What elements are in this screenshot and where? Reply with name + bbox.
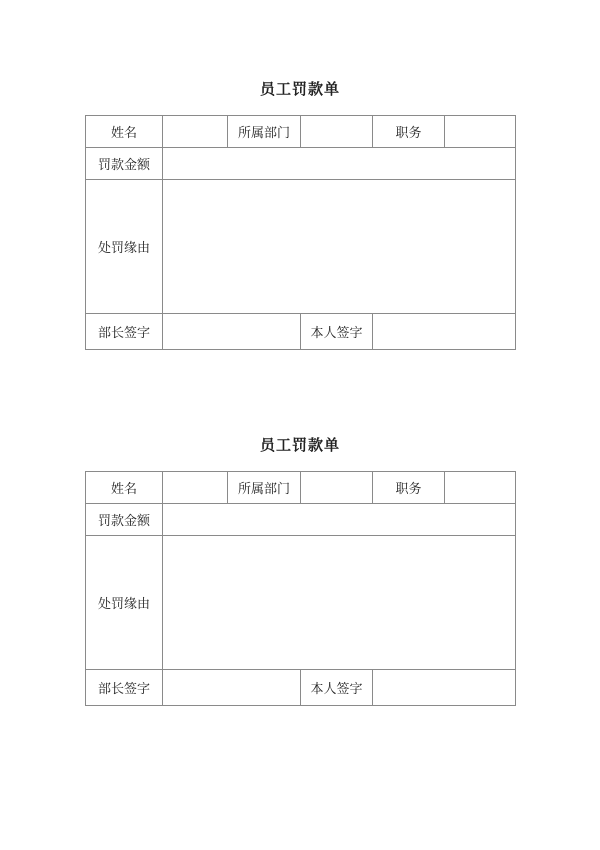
- name-label: 姓名: [86, 116, 163, 148]
- self-signature-field[interactable]: [373, 670, 516, 706]
- fine-form-table: [85, 115, 516, 350]
- department-field[interactable]: [301, 116, 373, 148]
- name-label: 姓名: [86, 472, 163, 504]
- signature-row: [86, 314, 516, 350]
- reason-field[interactable]: [163, 180, 516, 314]
- reason-row: [86, 536, 516, 670]
- department-label: 所属部门: [228, 116, 301, 148]
- self-signature-label: 本人签字: [301, 314, 373, 350]
- basic-info-row: [86, 116, 516, 148]
- manager-signature-field[interactable]: [163, 314, 301, 350]
- fine-amount-row: [86, 148, 516, 180]
- manager-signature-label: 部长签字: [86, 314, 163, 350]
- position-label: 职务: [373, 472, 445, 504]
- reason-label: 处罚缘由: [86, 536, 163, 670]
- fine-amount-label: 罚款金额: [86, 504, 163, 536]
- form-title: 员工罚款单: [259, 80, 340, 98]
- fine-amount-field[interactable]: [163, 504, 516, 536]
- fine-amount-row: [86, 504, 516, 536]
- manager-signature-field[interactable]: [163, 670, 301, 706]
- signature-row: [86, 670, 516, 706]
- department-label: 所属部门: [228, 472, 301, 504]
- fine-amount-label: 罚款金额: [86, 148, 163, 180]
- form-title: 员工罚款单: [259, 436, 340, 454]
- self-signature-field[interactable]: [373, 314, 516, 350]
- reason-row: [86, 180, 516, 314]
- reason-field[interactable]: [163, 536, 516, 670]
- position-field[interactable]: [445, 116, 516, 148]
- manager-signature-label: 部长签字: [86, 670, 163, 706]
- basic-info-row: [86, 472, 516, 504]
- position-label: 职务: [373, 116, 445, 148]
- fine-form-2: [85, 434, 515, 706]
- fine-amount-field[interactable]: [163, 148, 516, 180]
- self-signature-label: 本人签字: [301, 670, 373, 706]
- fine-form-table: [85, 471, 516, 706]
- name-field[interactable]: [163, 472, 228, 504]
- fine-form-1: [85, 78, 515, 350]
- reason-label: 处罚缘由: [86, 180, 163, 314]
- position-field[interactable]: [445, 472, 516, 504]
- name-field[interactable]: [163, 116, 228, 148]
- department-field[interactable]: [301, 472, 373, 504]
